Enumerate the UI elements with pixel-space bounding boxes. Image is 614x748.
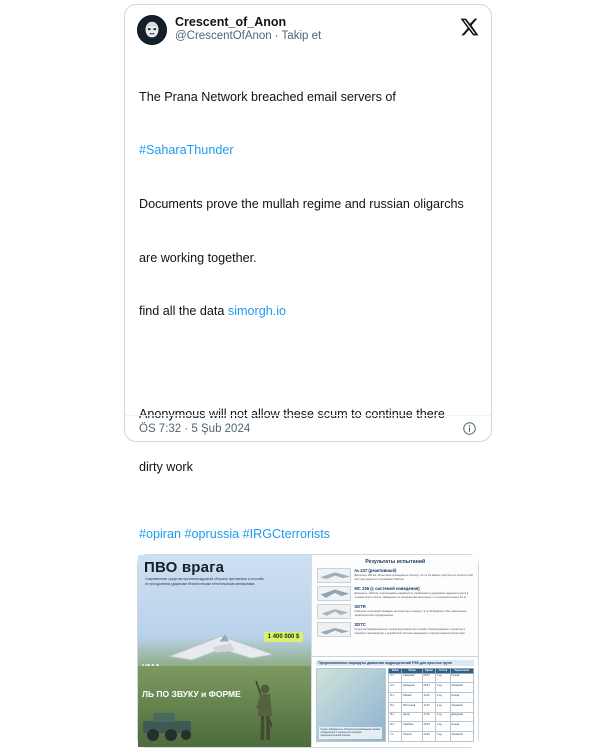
handle-separator: · <box>274 30 279 43</box>
military-vehicle-illustration <box>141 709 197 743</box>
price-tag: 1 400 000 $ <box>264 632 304 642</box>
drone-thumb-icon <box>318 587 352 602</box>
map-col-header: Район <box>389 668 402 673</box>
result-desc: Дальность 1200 км, подтверждена надёжность управления и удержание заданного курса в течение всего полёта. Наведение по координатам выполнено с отклонением менее 10 м. <box>354 591 469 599</box>
table-cell: Резерв <box>450 673 473 683</box>
map-slide <box>312 657 478 747</box>
author-display-name[interactable]: Crescent_of_Anon <box>175 15 287 29</box>
result-desc: Серия экспериментальных пусков выполнена без отказов. Рекомендовано к принятию в серийное производство с доработкой системы наведения и корректировкой алгоритмов. <box>354 627 466 635</box>
slide-title-pvo: ПВО врага <box>144 558 225 576</box>
drone-thumb-icon <box>318 569 352 584</box>
result-head: SDTC <box>354 621 366 627</box>
map-note: Схема «Прикрытие» обозначена возможными зонами обнаружения и перекрытия контуров радиоэлектронной борьбы. <box>320 727 381 738</box>
table-cell: 06:00 <box>422 673 435 683</box>
table-cell: Г-1 <box>389 732 402 742</box>
map-col-header: Примечание <box>450 668 473 673</box>
author-name-block <box>175 15 321 44</box>
map-image <box>316 668 386 742</box>
map-slide-title: Предполагаемые маршруты движения подразделений РЭБ для простых групп <box>316 660 474 666</box>
tweet-line-1-text: The Prana Network breached email servers of <box>139 89 400 104</box>
media-slide-right[interactable] <box>311 555 478 747</box>
table-row <box>389 722 474 732</box>
slide-label-2: ЛЬ ПО ЗВУКУ и ФОРМЕ <box>142 689 241 700</box>
results-slide <box>312 555 478 657</box>
result-head: SDTR <box>354 603 366 609</box>
tweet-line-5-text: find all the data <box>139 304 228 319</box>
result-text <box>354 586 473 600</box>
result-desc: Двигатель 200 км. Испытания проведены в период с 12 по 19 января. Достигнута скорость 620 км/ч при дальности поражения 1000 км. <box>354 573 473 581</box>
table-cell: 1 ед. <box>436 712 451 722</box>
table-cell: В-1 <box>389 712 402 722</box>
hashtag-sahara-thunder[interactable]: #SaharaThunder <box>139 143 234 158</box>
tweet-line-5 <box>139 303 477 321</box>
tweet-line-3: Documents prove the mullah regime and russian oligarchs <box>139 197 464 211</box>
table-cell: Восточный <box>402 702 422 712</box>
table-cell: 3 ед. <box>436 732 451 742</box>
table-row <box>389 693 474 703</box>
drone-thumb-icon <box>318 605 352 620</box>
table-cell: Б-2 <box>389 702 402 712</box>
media-slide-left[interactable] <box>138 555 311 747</box>
table-row <box>389 702 474 712</box>
tweet-text <box>125 49 491 513</box>
table-cell: Основной <box>450 702 473 712</box>
tweet-line-6: Anonymous will not allow these scum to continue there <box>139 406 445 421</box>
table-cell: Дежурный <box>450 712 473 722</box>
table-cell: Резерв <box>450 722 473 732</box>
table-cell: Северный <box>402 673 422 683</box>
tweet-line-7: dirty work <box>139 460 193 475</box>
table-cell: 2 ед. <box>436 673 451 683</box>
table-cell: Западный <box>402 683 422 693</box>
table-cell: Южный <box>402 693 422 703</box>
tweet-line-1 <box>139 89 477 107</box>
table-cell: Центр <box>402 712 422 722</box>
table-cell: А-2 <box>389 683 402 693</box>
tweet-card <box>124 4 492 738</box>
table-row <box>389 712 474 722</box>
info-circle-icon[interactable] <box>462 421 477 436</box>
tweet-timestamp: ÖS 7:32 · 5 Şub 2024 <box>139 422 251 435</box>
result-row <box>317 622 473 637</box>
tweet-line-2 <box>139 142 477 160</box>
table-cell: Б-1 <box>389 693 402 703</box>
avatar[interactable] <box>137 15 167 45</box>
table-row <box>389 673 474 683</box>
result-text <box>354 568 473 582</box>
soldier-illustration <box>250 677 280 743</box>
map-table <box>388 668 474 742</box>
result-row <box>317 586 473 601</box>
map-col-header: Рубеж <box>402 668 422 673</box>
table-row <box>389 683 474 693</box>
table-cell: Прибреж. <box>402 722 422 732</box>
result-thumb <box>317 604 351 619</box>
table-cell: Основной <box>450 732 473 742</box>
author-handle-row <box>175 30 321 43</box>
link-simorgh-io[interactable]: simorgh.io <box>227 304 287 319</box>
tweet-media[interactable] <box>137 554 479 748</box>
map-wrap <box>316 668 474 742</box>
table-cell: 4 ед. <box>436 702 451 712</box>
table-cell: Резерв <box>450 693 473 703</box>
table-cell: 08:30 <box>422 683 435 693</box>
table-cell: А-1 <box>389 673 402 683</box>
table-cell: Горный <box>402 732 422 742</box>
table-cell: 14:15 <box>422 702 435 712</box>
tweet-line-4: are working together. <box>139 250 257 265</box>
result-thumb <box>317 622 351 637</box>
result-text <box>354 604 473 618</box>
table-cell: 20:00 <box>422 722 435 732</box>
table-cell: 2 ед. <box>436 693 451 703</box>
map-col-header: Время <box>422 668 435 673</box>
text-spacer <box>139 357 477 370</box>
table-cell: 17:40 <box>422 712 435 722</box>
table-cell: 22:30 <box>422 732 435 742</box>
result-thumb <box>317 586 351 601</box>
table-cell: 11:00 <box>422 693 435 703</box>
result-thumb <box>317 568 351 583</box>
table-cell: 2 ед. <box>436 722 451 732</box>
slide-subtitle-pvo: Современные средства противовоздушной обороны противника и способы их преодоления ударными беспилотными летательными аппаратами <box>145 576 264 586</box>
hashtag-line[interactable]: #opiran #oprussia #IRGCterrorists <box>139 526 331 541</box>
tweet-footer <box>125 415 491 441</box>
follow-button[interactable]: Takip et <box>281 30 322 43</box>
map-col-header: Состав <box>436 668 451 673</box>
result-head: № 237 (реактивный) <box>354 567 397 573</box>
table-cell: В-2 <box>389 722 402 732</box>
tweet-header <box>125 5 491 49</box>
results-slide-title: Результаты испытаний <box>365 558 426 565</box>
result-row <box>317 568 473 583</box>
result-desc: Комплекс испытаний проведён на полигоне в период с 3 по 28 февраля. Все заявленные характеристики подтверждены. <box>354 609 467 617</box>
drone-thumb-icon <box>318 623 352 638</box>
table-cell: Основной <box>450 683 473 693</box>
x-logo-icon[interactable] <box>459 17 479 37</box>
table-cell: 3 ед. <box>436 683 451 693</box>
author-handle[interactable]: @CrescentOfAnon <box>175 30 272 43</box>
table-row <box>389 732 474 742</box>
result-head: МС 236 (с системой наведения) <box>354 585 420 591</box>
result-row <box>317 604 473 619</box>
result-text <box>354 622 473 636</box>
